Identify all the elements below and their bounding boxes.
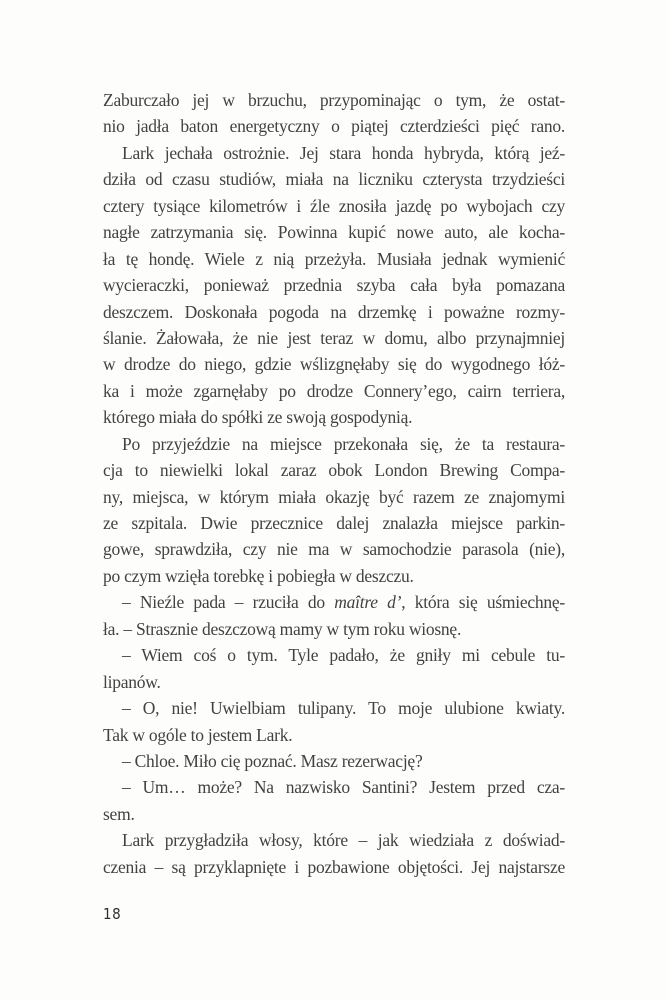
- text-line-13: [103, 404, 565, 430]
- text-line-15: [103, 457, 565, 483]
- text-line-23: [103, 669, 565, 695]
- text-segment: ny, miejsca, w którym miała okazję być razem ze znajomymi: [103, 486, 565, 507]
- text-segment: lipanów.: [103, 671, 161, 692]
- text-line-8: [103, 272, 565, 298]
- page-text-block: [103, 87, 565, 880]
- text-line-24: [103, 695, 565, 721]
- text-segment: Lark przygładziła włosy, które – jak wiedziała z doświad-: [122, 830, 565, 851]
- text-line-16: [103, 484, 565, 510]
- text-segment: , która się uśmiechnę-: [401, 592, 565, 613]
- text-segment: deszczem. Doskonała pogoda na drzemkę i poważne rozmy-: [103, 301, 565, 322]
- text-segment: wycieraczki, ponieważ przednia szyba cała była pomazana: [103, 275, 565, 296]
- text-line-17: [103, 510, 565, 536]
- text-line-10: [103, 325, 565, 351]
- text-segment: Tak w ogóle to jestem Lark.: [103, 724, 293, 745]
- text-line-12: [103, 378, 565, 404]
- text-segment: – Um… może? Na nazwisko Santini? Jestem przed cza-: [122, 777, 565, 798]
- text-segment: – Chloe. Miło cię poznać. Masz rezerwację?: [122, 750, 423, 771]
- text-segment: nio jadła baton energetyczny o piątej czterdzieści pięć rano.: [103, 116, 565, 137]
- text-line-6: [103, 219, 565, 245]
- text-segment: ła tę hondę. Wiele z nią przeżyła. Musiała jednak wymienić: [103, 248, 565, 269]
- italic-text-segment: maître d’: [334, 592, 402, 613]
- text-line-7: [103, 246, 565, 272]
- text-segment: Lark jechała ostrożnie. Jej stara honda hybryda, którą jeź-: [122, 142, 565, 163]
- text-line-3: [103, 140, 565, 166]
- text-segment: – O, nie! Uwielbiam tulipany. To moje ulubione kwiaty.: [122, 698, 565, 719]
- text-segment: ślanie. Żałowała, że nie jest teraz w domu, albo przynajmniej: [103, 327, 565, 348]
- text-line-27: [103, 774, 565, 800]
- text-line-11: [103, 351, 565, 377]
- text-line-22: [103, 642, 565, 668]
- text-segment: gowe, sprawdziła, czy nie ma w samochodzie parasola (nie),: [103, 539, 565, 560]
- text-segment: – Nieźle pada – rzuciła do: [122, 592, 335, 613]
- text-segment: ka i może zgarnęłaby po drodze Connery’ego, cairn terriera,: [103, 380, 565, 401]
- text-line-29: [103, 827, 565, 853]
- text-segment: dziła od czasu studiów, miała na liczniku czterysta trzydzieści: [103, 169, 565, 190]
- text-segment: cja to niewielki lokal zaraz obok London Brewing Compa-: [103, 460, 565, 481]
- text-line-28: [103, 801, 565, 827]
- text-line-18: [103, 536, 565, 562]
- text-line-21: [103, 616, 565, 642]
- text-line-2: [103, 113, 565, 139]
- text-segment: – Wiem coś o tym. Tyle padało, że gniły mi cebule tu-: [122, 645, 565, 666]
- text-segment: którego miała do spółki ze swoją gospodynią.: [103, 407, 413, 428]
- text-segment: w drodze do niego, gdzie wślizgnęłaby się do wygodnego łóż-: [103, 354, 565, 375]
- text-line-4: [103, 166, 565, 192]
- page-number: 18: [103, 905, 122, 923]
- text-line-25: [103, 722, 565, 748]
- text-line-20: [103, 589, 565, 615]
- text-segment: cztery tysiące kilometrów i źle znosiła jazdę po wybojach czy: [103, 195, 565, 216]
- text-segment: Zaburczało jej w brzuchu, przypominając o tym, że ostat-: [103, 90, 565, 110]
- text-segment: Po przyjeździe na miejsce przekonała się, że ta restaura-: [122, 433, 565, 454]
- text-line-14: [103, 431, 565, 457]
- text-line-5: [103, 193, 565, 219]
- text-segment: ła. – Strasznie deszczową mamy w tym roku wiosnę.: [103, 618, 462, 639]
- text-segment: czenia – są przyklapnięte i pozbawione objętości. Jej najstarsze: [103, 856, 565, 877]
- text-segment: nagłe zatrzymania się. Powinna kupić nowe auto, ale kocha-: [103, 222, 565, 243]
- text-line-1: [103, 87, 565, 113]
- text-segment: po czym wzięła torebkę i pobiegła w deszczu.: [103, 565, 414, 586]
- text-line-30: [103, 854, 565, 880]
- text-line-9: [103, 299, 565, 325]
- text-line-26: [103, 748, 565, 774]
- text-segment: sem.: [103, 803, 135, 824]
- text-segment: ze szpitala. Dwie przecznice dalej znalazła miejsce parkin-: [103, 513, 565, 533]
- text-line-19: [103, 563, 565, 589]
